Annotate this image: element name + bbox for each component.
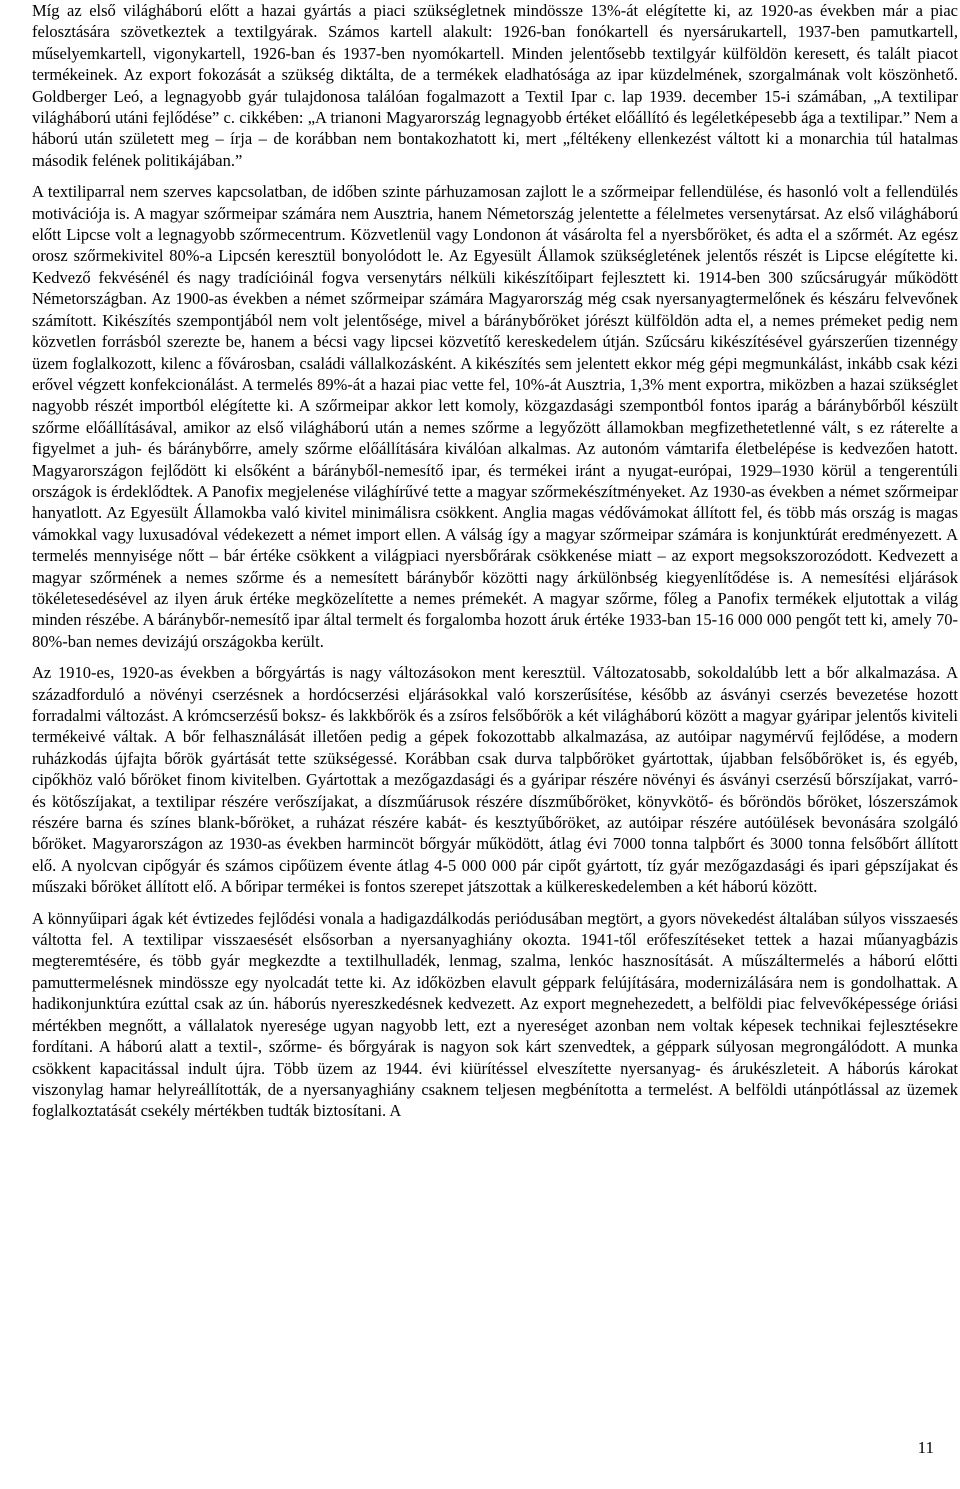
paragraph-war-economy: A könnyűipari ágak két évtizedes fejlődési vonala a hadigazdálkodás periódusában megtört, a gyors növekedést általában súlyos visszaesés váltotta fel. A textilipar visszaesését elsősorban a nyersanyaghiány okozta. 1941-től erőfeszítéseket tettek a hazai műanyagbázis megteremtésére, és több gyár megkezdte a textilhulladék, lenmag, szalma, lenkóc hasznosítását. A műszáltermelés a háború előtti pamuttermelésnek mindössze egy nyolcadát tette ki. Az időközben elavult géppark felújítására, modernizálására nem is gondolhattak. A hadikonjunktúra ezúttal csak az ún. háborús nyereszkedésnek kedvezett. Az export megnehezedett, a belföldi piac felvevőképessége óriási mértékben megnőtt, a vállalatok nyeresége ugyan nagyobb lett, ezt a nyereséget azonban nem voltak képesek technikai fejlesztésekre fordítani. A háború alatt a textil-, szőrme- és bőrgyárak is nagyon sok kárt szenvedtek, a géppark súlyosan megrongálódott. A munka csökkent kapacitással indult újra. Több üzem az 1944. évi kiürítéssel elveszítette nyersanyag- és árukészleteit. A háborús károkat viszonylag hamar helyreállították, de a nyersanyaghiány csaknem teljesen megbénította a termelést. A belföldi utánpótlással az üzemek foglalkoztatását csekély mértékben tudták biztosítani. A (32, 908, 958, 1121)
paragraph-textile-cartels: Míg az első világháború előtt a hazai gyártás a piaci szükségletnek mindössze 13%-át elégítette ki, az 1920-as években már a piac felosztására szövetkeztek a textilgyárak. Számos kartell alakult: 1926-ban fonókartell és nyersárukartell, 1937-ben pamutkartell, műselyemkartell, vigonykartell, 1926-ban és 1937-ben nyomókartell. Minden jelentősebb textilgyár külföldön keresett, és talált piacot termékeinek. Az export fokozását a szükség diktálta, de a termékek eladhatósága az ipar küzdelmének, szorgalmának volt köszönhető. Goldberger Leó, a legnagyobb gyár tulajdonosa találóan fogalmazott a Textil Ipar c. lap 1939. december 15-i számában, „A textilipar világháború utáni fejlődése” c. cikkében: „A trianoni Magyarország legnagyobb értéket előállító és legéletképesebb ága a textilipar.” Nem a háború után született meg – írja – de korábban nem bontakozhatott ki, mert „féltékeny ellenkezést váltott ki a monarchia túl hatalmas második felének politikájában.” (32, 1, 958, 170)
paragraph-leather-industry: Az 1910-es, 1920-as években a bőrgyártás is nagy változásokon ment keresztül. Változatosabb, sokoldalúbb lett a bőr alkalmazása. A századforduló a növényi cserzésnek a hordócserzési eljárásokkal való korszerűsítése, később az ásványi cserzés bevezetése hozott forradalmi változást. A krómcserzésű boksz- és lakkbőrök és a zsíros felsőbőrök a két világháború között a magyar gyáripar jelentős kiviteli termékeivé váltak. A bőr felhasználását illetően pedig a gépek fokozottabb alkalmazása, az autóipar nagymérvű fejlődése, a modern ruházkodás újfajta bőrök gyártását tette szükségessé. Korábban csak durva talpbőröket gyártottak, újabban felsőbőröket is, és egyéb, cipőkhöz való bőröket finom kivitelben. Gyártottak a mezőgazdasági és a gyáripar részére növényi és ásványi cserzésű bőrszíjakat, varró- és kötőszíjakat, a textilipar részére verőszíjakat, a díszműárusok részére díszműbőröket, könyvkötő- és bőröndös bőröket, lószerszámok részére barna és színes blank-bőröket, a ruházat részére kabát- és kesztyűbőröket, az autóipar részére autóülések bevonására szolgáló bőröket. Magyarországon az 1930-as években harmincöt bőrgyár működött, átlag évi 7000 tonna talpbőrt és 3000 tonna felsőbőrt állított elő. A nyolcvan cipőgyár és számos cipőüzem évente átlag 4-5 000 000 pár cipőt gyártott, tíz gyár mezőgazdasági és ipari gépszíjakat és műszaki bőröket állított elő. A bőripar termékei is fontos szerepet játszottak a külkereskedelemben a két háború között. (32, 663, 958, 897)
document-page (32, 0, 958, 1122)
page-number: 11 (917, 1438, 934, 1457)
paragraph-fur-industry: A textiliparral nem szerves kapcsolatban, de időben szinte párhuzamosan zajlott le a szőrmeipar fellendülése, és hasonló volt a fellendülés motivációja is. A magyar szőrmeipar számára nem Ausztria, hanem Németország jelentette a félelmetes versenytársat. Az első világháború előtt Lipcse volt a legnagyobb szőrmecentrum. Közvetlenül vagy Londonon át vásárolta fel a nyersbőröket, és adta el a szőrmét. Az egész orosz szőrmekivitel 80%-a Lipcsén keresztül bonyolódott le. Az Egyesült Államok szükségletének jelentős részét is Lipcse elégítette ki. Kedvező fekvésénél és nagy tradícióinál fogva versenytárs nélküli kikészítőipart fejlesztett ki. 1914-ben 300 szűcsárugyár működött Németországban. Az 1900-as években a német szőrmeipar számára Magyarország még csak nyersanyagtermelőnek és készáru felvevőnek számított. Kikészítés szempontjából nem volt jelentősége, mivel a báránybőröket jórészt külföldön adta el, a nemes prémeket pedig nem közvetlen forrásból szerezte be, hanem a bécsi vagy lipcsei közvetítő kereskedelem útján. Szűcsáru kikészítésével gyárszerűen tizennégy üzem foglalkozott, kilenc a fővárosban, családi vállalkozásként. A kikészítés sem jelentett ekkor még gépi megmunkálást, inkább csak kézi erővel végzett konfekcionálást. A termelés 89%-át a hazai piac vette fel, 10%-át Ausztria, 1,3% ment exportra, miközben a hazai szükséglet nagyobb részét importból elégítette ki. A szőrmeipar akkor lett komoly, közgazdasági szempontból fontos iparág a báránybőrből készült szőrme előállításával, amikor az első világháború után a nemes szőrme a legyőzött államokban megfizethetetlenné vált, s ez ráterelte a figyelmet a juh- és báránybőrre, amely szőrme előállítására kiválóan alkalmas. Az autonóm vámtarifa életbelépése is kedvezően hatott. Magyarországon fejlődött ki elsőként a bárányből-nemesítő ipar, és termékei iránt a nyugat-európai, 1929–1930 körül a tengerentúli országok is érdeklődtek. A Panofix megjelenése világhírűvé tette a magyar szőrmekészítményeket. Az 1930-as években a német szőrmeipar hanyatlott. Az Egyesült Államokba való kivitel minimálisra csökkent. Anglia magas védővámokat állított fel, és több más ország is magas vámokkal vagy luxusadóval védekezett a német import ellen. A válság így a magyar szőrmeipar számára is konjunktúrát eredményezett. A termelés mennyisége nőtt – bár értéke csökkent a világpiaci nyersbőrárak csökkenése miatt – az export megsokszorozódott. Kedvezett a magyar szőrmének a nemes szőrme és a nemesített báránybőr közötti nagy árkülönbség kiegyenlítődése is. A nemesítési eljárások tökéletesedésével az ilyen áruk értéke megközelítette a nemes prémekét. A magyar szőrme, főleg a Panofix termékek eljutottak a világ minden részébe. A báránybőr-nemesítő ipar által termelt és forgalomba hozott áruk értéke 1933-ban 15-16 000 000 pengőt tett ki, amely 70-80%-ban nemes devizájú országokba került. (32, 182, 958, 651)
